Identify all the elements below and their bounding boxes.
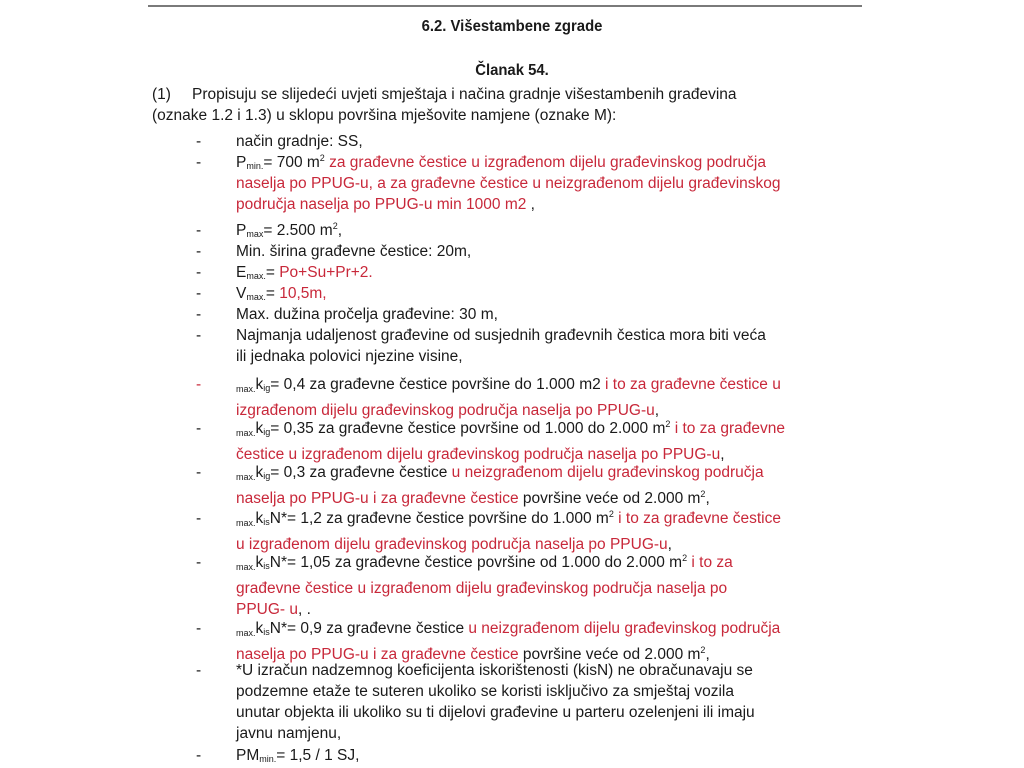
bullet-dash: - [196, 154, 202, 171]
item-value: = 2.500 m [263, 222, 333, 239]
item-red-text: Po+Su+Pr+2. [279, 264, 373, 281]
item-red-text: i to za građevne [670, 420, 785, 437]
item-text: Max. dužina pročelja građevine: 30 m, [236, 306, 498, 323]
item-value-sup: 2 [682, 552, 688, 563]
item-symbol-sub: ig [263, 383, 271, 393]
item-pre-sub: max. [236, 518, 256, 528]
item-red-text: u neizgrađenom dijelu građevinskog područja [451, 464, 764, 481]
bullet-dash: - [196, 554, 202, 571]
item-line2: ili jednaka polovici njezine visine, [236, 348, 463, 365]
item-symbol: k [255, 620, 264, 637]
item-value-sup: 2 [608, 508, 614, 519]
item-tail: , [654, 402, 660, 419]
item-value: = 700 m [263, 154, 320, 171]
item-symbol: k [255, 554, 264, 571]
bullet-dash: - [196, 662, 202, 679]
item-value: N*= 1,2 za građevne čestice površine do 1.000 m [269, 510, 609, 527]
item-symbol: PM [236, 747, 260, 764]
item-red-text: za građevne čestice u izgrađenom dijelu građevinskog područja [324, 154, 766, 171]
item-value: = [265, 264, 280, 281]
bullet-dash: - [196, 306, 202, 323]
item-red-text: i to za građevne čestice [613, 510, 781, 527]
section-title: 6.2. Višestambene zgrade [421, 18, 603, 35]
item-symbol-sub: is [263, 517, 270, 527]
bullet-dash: - [196, 464, 202, 481]
item-line1: *U izračun nadzemnog koeficijenta iskorištenosti (kisN) ne obračunavaju se [236, 662, 753, 679]
item-tail: površine veće od 2.000 m [518, 490, 701, 507]
bullet-dash: - [196, 133, 202, 150]
bullet-dash: - [196, 243, 202, 260]
bullet-dash: - [196, 376, 202, 393]
item-red-line2: u izgrađenom dijelu građevinskog područja naselja po PPUG-u [236, 536, 668, 553]
item-value: = 1,5 / 1 SJ, [276, 747, 360, 764]
item-symbol-sub: is [263, 561, 270, 571]
item-symbol: P [236, 154, 247, 171]
item-red-line2: građevne čestice u izgrađenom dijelu građevinskog područja naselja po [236, 580, 728, 597]
bullet-dash: - [196, 222, 202, 239]
item-symbol-sub: ig [263, 471, 271, 481]
item-symbol: P [236, 222, 247, 239]
item-symbol: k [255, 420, 264, 437]
item-value: N*= 1,05 za građevne čestice površine od 1.000 do 2.000 m [269, 554, 683, 571]
item-red-line2: naselja po PPUG-u i za građevne čestice [236, 490, 519, 507]
item-red-line2: naselja po PPUG-u i za građevne čestice [236, 646, 519, 663]
item-pre-sub: max. [236, 428, 256, 438]
item-value: N*= 0,9 za građevne čestice [269, 620, 469, 637]
item-pre-sub: max. [236, 562, 256, 572]
item-value-sup: 2 [319, 152, 325, 163]
item-value: = 0,35 za građevne čestice površine od 1.000 do 2.000 m [270, 420, 666, 437]
item-tail-sup: 2 [700, 644, 706, 655]
item-symbol: E [236, 264, 247, 281]
paragraph-text-line2: (oznake 1.2 i 1.3) u sklopu površina mješovite namjene (oznake M): [152, 107, 617, 124]
paragraph-text-line1: Propisuju se slijedeći uvjeti smještaja i načina gradnje višestambenih građevina [192, 86, 737, 103]
paragraph-number: (1) [152, 86, 171, 103]
bullet-dash: - [196, 327, 202, 344]
item-symbol-sub: max [246, 229, 264, 239]
item-red-line2: naselja po PPUG-u, a za građevne čestice u neizgrađenom dijelu građevinskog [236, 175, 781, 192]
bullet-dash: - [196, 285, 202, 302]
item-symbol: k [255, 376, 264, 393]
bullet-dash: - [196, 420, 202, 437]
item-red-line3: PPUG- u [236, 601, 299, 618]
item-symbol: k [255, 464, 264, 481]
header-rule [148, 5, 862, 7]
item-tail-end: , [705, 646, 710, 663]
item-line3: unutar objekta ili ukoliko su ti dijelovi građevine u parteru ozelenjeni ili imaju [236, 704, 755, 721]
article-title: Članak 54. [475, 62, 549, 79]
item-text: način gradnje: SS, [236, 133, 363, 150]
item-pre-sub: max. [236, 628, 256, 638]
item-line2: podzemne etaže te suteren ukoliko se koristi isključivo za smještaj vozila [236, 683, 734, 700]
item-red-line3: područja naselja po PPUG-u min 1000 m2 [236, 196, 527, 213]
item-tail: , . [298, 601, 311, 618]
bullet-dash: - [196, 510, 202, 527]
item-symbol-sub: min. [246, 161, 264, 171]
item-value-sup: 2 [332, 220, 338, 231]
item-tail: , [526, 196, 535, 213]
item-red-line2: izgrađenom dijelu građevinskog područja naselja po PPUG-u [236, 402, 655, 419]
item-pre-sub: max. [236, 384, 256, 394]
bullet-dash: - [196, 620, 202, 637]
item-tail: , [667, 536, 672, 553]
item-text: Min. širina građevne čestice: 20m, [236, 243, 472, 260]
item-red-text: i to za [687, 554, 733, 571]
item-symbol: V [236, 285, 247, 302]
item-symbol-sub: max. [246, 292, 266, 302]
bullet-dash: - [196, 747, 202, 764]
item-red-text: i to za građevne čestice u [600, 376, 781, 393]
item-red-text: 10,5m, [279, 285, 327, 302]
item-red-text: u neizgrađenom dijelu građevinskog područja [468, 620, 781, 637]
item-value: = 0,3 za građevne čestice [270, 464, 452, 481]
item-symbol-sub: min. [259, 754, 277, 764]
item-symbol-sub: ig [263, 427, 271, 437]
paragraph-1 [152, 84, 822, 126]
item-value: = [265, 285, 280, 302]
item-value-sup: 2 [665, 418, 671, 429]
bullet-dash: - [196, 264, 202, 281]
item-tail: , [720, 446, 725, 463]
item-value: = 0,4 za građevne čestice površine do 1.000 m2 [270, 376, 601, 393]
item-symbol: k [255, 510, 264, 527]
item-tail: površine veće od 2.000 m [518, 646, 701, 663]
item-tail: , [337, 222, 343, 239]
item-pre-sub: max. [236, 472, 256, 482]
item-symbol-sub: max. [246, 271, 266, 281]
item-line1: Najmanja udaljenost građevine od susjednih građevnih čestica mora biti veća [236, 327, 766, 344]
item-tail-end: , [705, 490, 710, 507]
item-line4: javnu namjenu, [236, 725, 342, 742]
item-symbol-sub: is [263, 627, 270, 637]
item-red-line2: čestice u izgrađenom dijelu građevinskog područja naselja po PPUG-u [236, 446, 721, 463]
item-tail-sup: 2 [700, 488, 706, 499]
